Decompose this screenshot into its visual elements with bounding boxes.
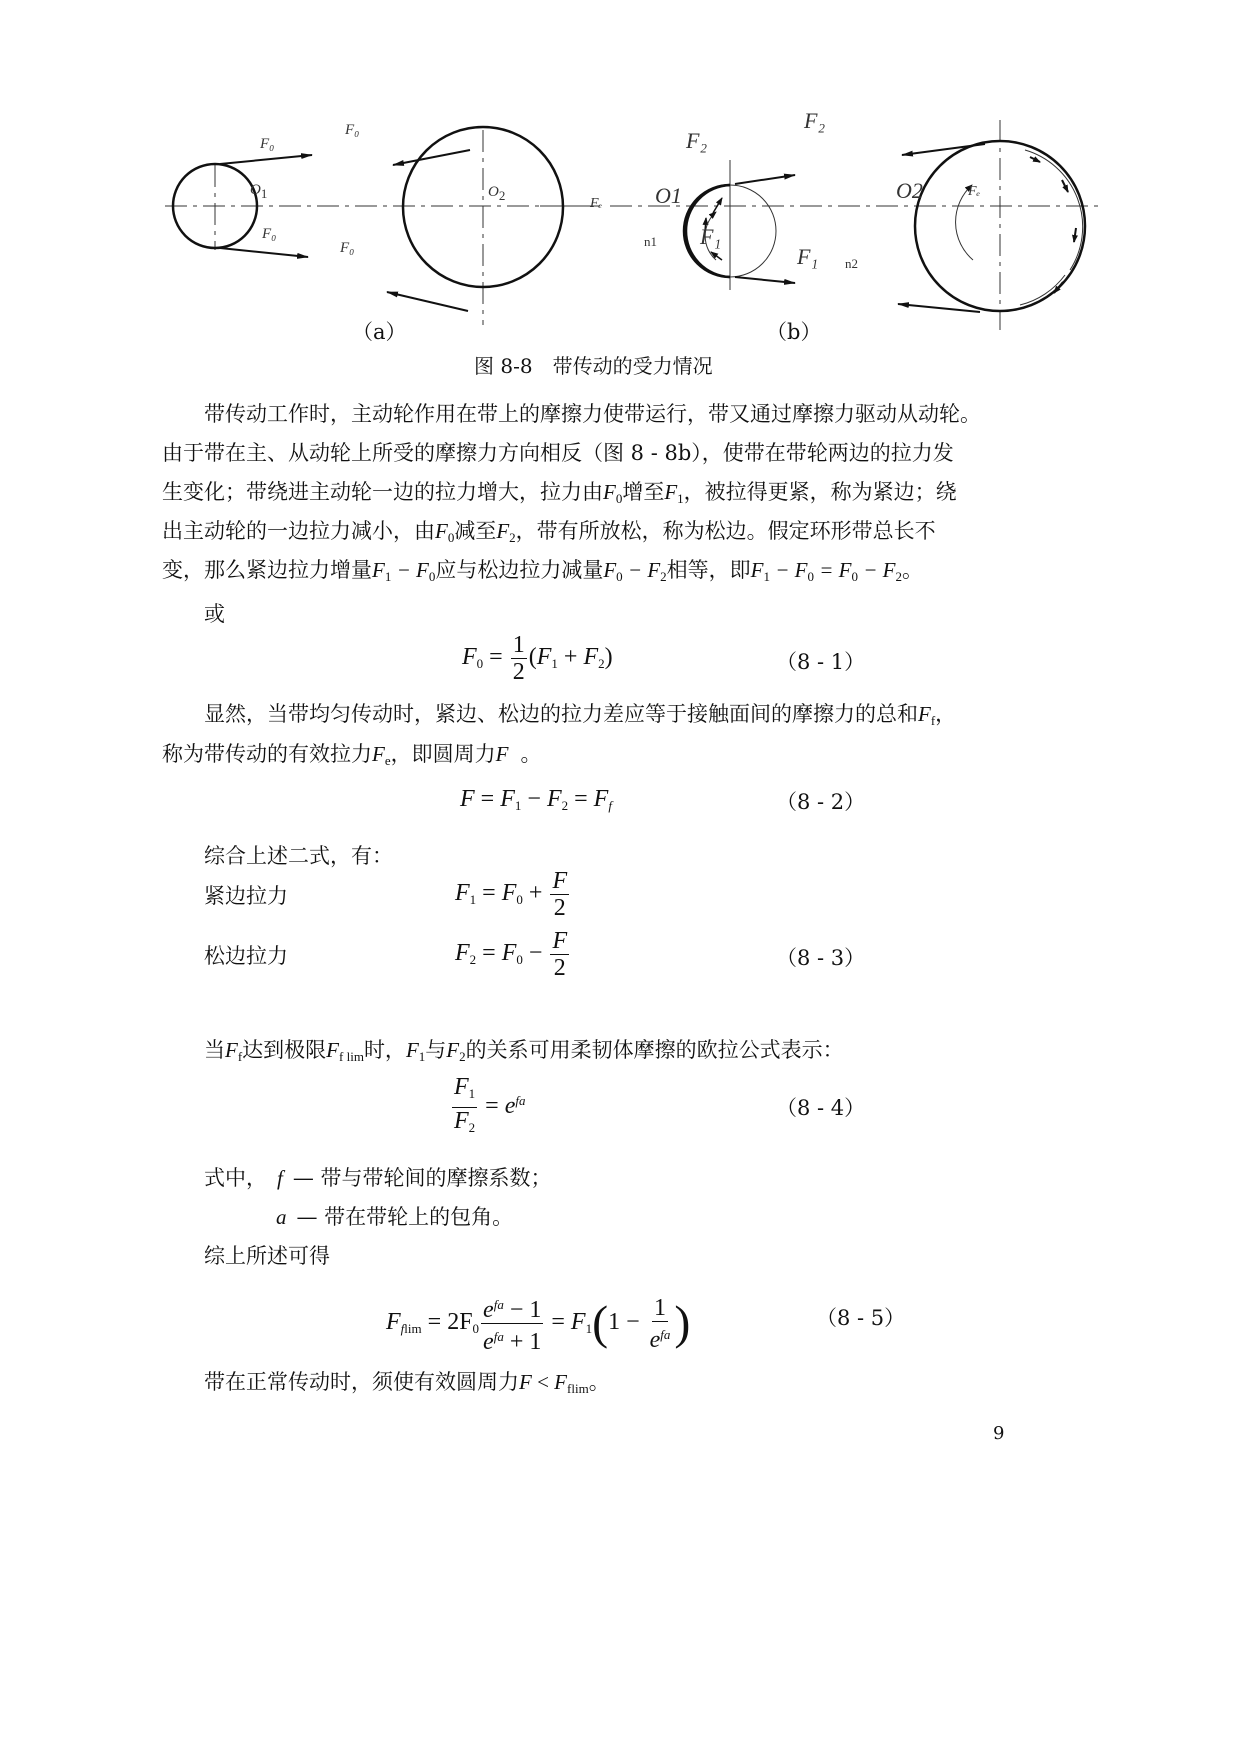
equation-8-1: $F_0$ = $\frac{1}{2}$ $(F_1 + F_2)$ <box>462 632 613 685</box>
label-a-f0-large-top: F₀ <box>345 122 360 138</box>
p6-text: 带在正常传动时，须使有效圆周力$F < F_{flim}$。 <box>204 1370 610 1396</box>
math-equality: $F_1 - F_0 = F_0 - F_2$ <box>750 558 902 584</box>
where-f-line: 式中， f — 带与带轮间的摩擦系数； <box>204 1166 552 1190</box>
panel-b-label: （b） <box>766 320 822 344</box>
equation-tight: $F_1 = F_0$ + $\frac{F}{2}$ <box>455 868 568 921</box>
math-F1-minus-F0: $F_1 - F_0$ <box>372 558 436 584</box>
label-b-o2: O2 <box>896 178 923 203</box>
p1-text: 生变化；带绕进主动轮一边的拉力增大，拉力由 <box>162 480 603 504</box>
p1-text: 增至 <box>622 480 665 504</box>
belt-force-figure <box>150 100 1100 330</box>
p1-line3 <box>162 478 957 513</box>
math-F0: $F_0$ <box>435 519 455 545</box>
label-a-o2: $O_2$ <box>488 184 506 203</box>
math-F1: $F_1$ <box>664 480 684 506</box>
p1-text: 。 <box>901 558 923 582</box>
slack-side-label: 松边拉力 <box>204 944 288 968</box>
p1-text: 应与松边拉力减量 <box>435 558 604 582</box>
p1-line2: 由于带在主、从动轮上所受的摩擦力方向相反（图 8 - 8b），使带在带轮两边的拉力发 <box>162 441 954 465</box>
p4-text: 当$F_f$达到极限$F_{f lim}$时，$F_1$与$F_2$的关系可用柔韧体摩擦的欧拉公式表示： <box>204 1038 844 1064</box>
or-text: 或 <box>204 602 225 626</box>
p1-line4 <box>162 517 936 552</box>
label-b-f2-large: F₂ <box>804 108 826 133</box>
label-a-f0-top: F₀ <box>260 136 275 152</box>
equation-8-2: $F = F_1 - F_2 = F_f$ <box>460 786 612 813</box>
panel-a-label: （a） <box>352 320 407 344</box>
math-F0-minus-F2: $F_0 - F_2$ <box>603 558 667 584</box>
p2-line1: 显然，当带均匀传动时，紧边、松边的拉力差应等于接触面间的摩擦力的总和$F_f$， <box>204 702 957 728</box>
label-a-f0-large-bottom: F₀ <box>340 240 355 256</box>
p1-text: ，被拉得更紧，称为紧边；绕 <box>683 480 957 504</box>
label-b-f1-small: F₁ <box>700 224 722 249</box>
math-F: F <box>495 742 509 766</box>
equation-8-4: $\frac{F_1}{F_2}$ = $e^{fa}$ <box>454 1074 526 1135</box>
p1-text: 变，那么紧边拉力增量 <box>162 558 372 582</box>
label-b-f1-large: F₁ <box>797 244 819 269</box>
label-b-speed-n1: n1 <box>644 234 657 249</box>
p1-text: ，带有所放松，称为松边。假定环形带总长不 <box>515 519 936 543</box>
p1-line5 <box>162 556 923 591</box>
p1-text: 相等，即 <box>666 558 751 582</box>
equation-slack: $F_2 = F_0$ − $\frac{F}{2}$ <box>455 928 568 981</box>
equation-number-8-5: （8 - 5） <box>816 1306 906 1330</box>
panel-b-drawing <box>150 100 1100 330</box>
label-b-f2-small: F₂ <box>686 128 708 153</box>
equation-number-8-1: （8 - 1） <box>776 650 866 674</box>
math-F2: $F_2$ <box>496 519 516 545</box>
p1-line1: 带传动工作时，主动轮作用在带上的摩擦力使带运行，带又通过摩擦力驱动从动轮。 <box>204 402 981 426</box>
equation-8-5: $F_{flim} = 2F_0$ $\frac{e^{fa} - 1}{e^{fa} + 1}$ = $F_1(1$ − $\frac{1}{e^{fa}}$ ) <box>386 1292 690 1355</box>
figure-caption: 图 8-8 带传动的受力情况 <box>474 354 713 378</box>
label-b-o1: O1 <box>655 183 682 208</box>
math-F0: $F_0$ <box>603 480 623 506</box>
where-a-line: a — 带在带轮上的包角。 <box>276 1205 514 1229</box>
equation-number-8-2: （8 - 2） <box>776 790 866 814</box>
label-b-ff-large: Fₑ <box>968 184 981 199</box>
p1-text: 出主动轮的一边拉力减小，由 <box>162 519 435 543</box>
math-Ff: $F_f$ <box>918 702 936 728</box>
equation-number-8-3: （8 - 3） <box>776 946 866 970</box>
tight-side-label: 紧边拉力 <box>204 884 288 908</box>
p5-text: 综上所述可得 <box>204 1244 330 1268</box>
p3-text: 综合上述二式，有： <box>204 844 393 868</box>
p2-line2: 称为带传动的有效拉力$F_e$，即圆周力F 。 <box>162 742 542 768</box>
label-b-speed-n2: n2 <box>845 256 858 271</box>
label-a-f0-bottom: F₀ <box>262 226 277 242</box>
panel-a-drawing <box>165 127 603 325</box>
label-b-ff-small: Fₑ <box>590 196 603 211</box>
equation-number-8-4: （8 - 4） <box>776 1096 866 1120</box>
p1-text: 减至 <box>454 519 497 543</box>
page-number: 9 <box>993 1423 1005 1444</box>
math-Fe: $F_e$ <box>372 742 391 768</box>
label-a-o1: $O_1$ <box>250 182 268 201</box>
